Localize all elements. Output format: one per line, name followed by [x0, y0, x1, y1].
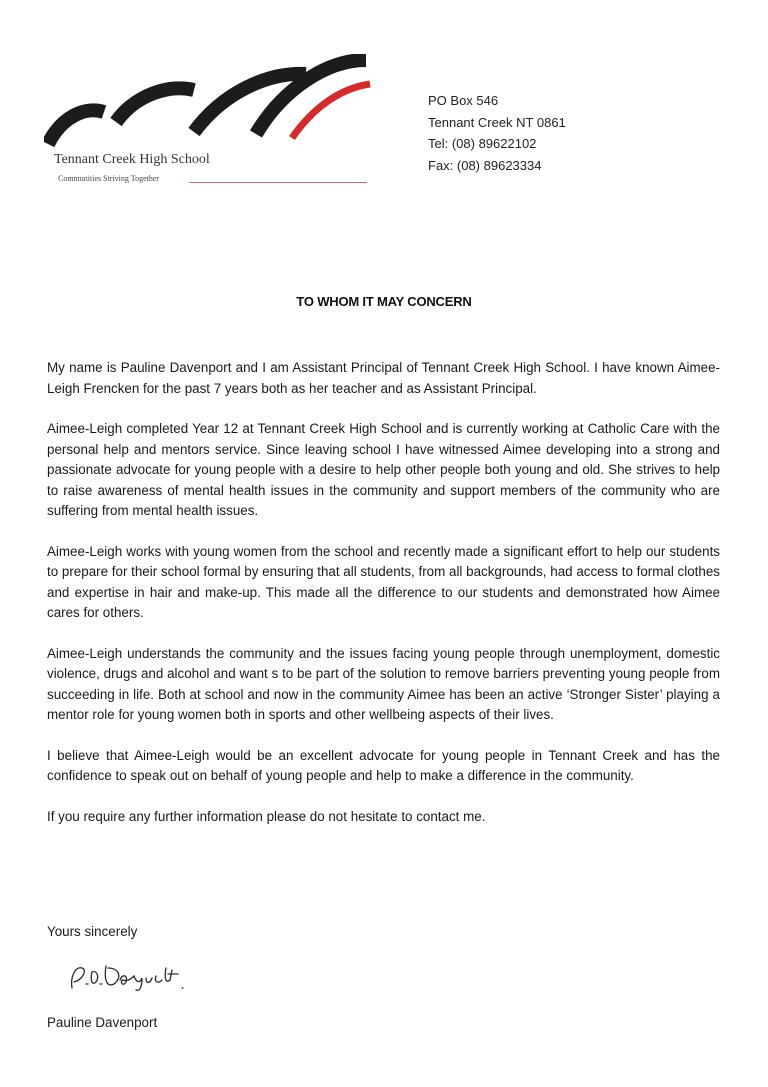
- paragraph-contact: If you require any further information please do not hesitate to contact me.: [47, 808, 486, 824]
- school-name: Tennant Creek High School: [54, 152, 210, 167]
- school-address: [428, 90, 566, 176]
- paragraph-introduction: My name is Pauline Davenport and I am Assistant Principal of Tennant Creek High School. I have known Aimee-Leigh Frencken for the past 7 years both as her teacher and as Assistant Principal.: [47, 360, 720, 396]
- signer-name: Pauline Davenport: [47, 1015, 158, 1030]
- paragraph-community: Aimee-Leigh understands the community and the issues facing young people through unemployment, domestic violence, drugs and alcohol and want s to be part of the solution to remove barriers preventing young people from succeeding in life. Both at school and now in the community Aimee has been an active ‘Stronger Sister’ playing a mentor role for young women both in sports and other wellbeing aspects of their lives.: [47, 645, 720, 722]
- address-tel: Tel: (08) 89622102: [428, 136, 537, 151]
- logo-arches-graphic: [44, 54, 374, 154]
- address-fax: Fax: (08) 89623334: [428, 157, 542, 173]
- paragraph-school-work: Aimee-Leigh works with young women from the school and recently made a significant effort to help our students to prepare for their school formal by ensuring that all students, from all backgrounds, had access to formal clothes and expertise in hair and make-up. This made all the difference to our students and demonstrated how Aimee cares for others.: [47, 543, 720, 620]
- address-po-box: PO Box 546: [428, 93, 499, 108]
- address-town: Tennant Creek NT 0861: [428, 114, 566, 130]
- logo-red-arch: [292, 84, 370, 138]
- paragraph-background: Aimee-Leigh completed Year 12 at Tennant Creek High School and is currently working at Catholic Care with the personal help and mentors service. Since leaving school I have witnessed Aimee developing into a strong and passionate advocate for young people with a desire to help other people both young and old. She strives to help to raise awareness of mental health issues in the community and support members of the community who are suffering from mental health issues.: [47, 421, 720, 518]
- school-motto: Communities Striving Together: [58, 174, 160, 183]
- letter-heading: TO WHOM IT MAY CONCERN: [296, 294, 472, 309]
- school-logo: [44, 54, 374, 189]
- logo-arch-1: [48, 110, 104, 144]
- logo-arch-2: [116, 88, 194, 122]
- logo-arch-3: [194, 74, 306, 132]
- letter-body: [47, 358, 720, 847]
- handwritten-signature: [62, 958, 192, 998]
- letter-closing: Yours sincerely: [47, 924, 138, 939]
- paragraph-recommendation: I believe that Aimee-Leigh would be an excellent advocate for young people in Tennant Creek and has the confidence to speak out on behalf of young people and help to make a difference in the community.: [47, 747, 720, 783]
- motto-divider: [189, 182, 367, 183]
